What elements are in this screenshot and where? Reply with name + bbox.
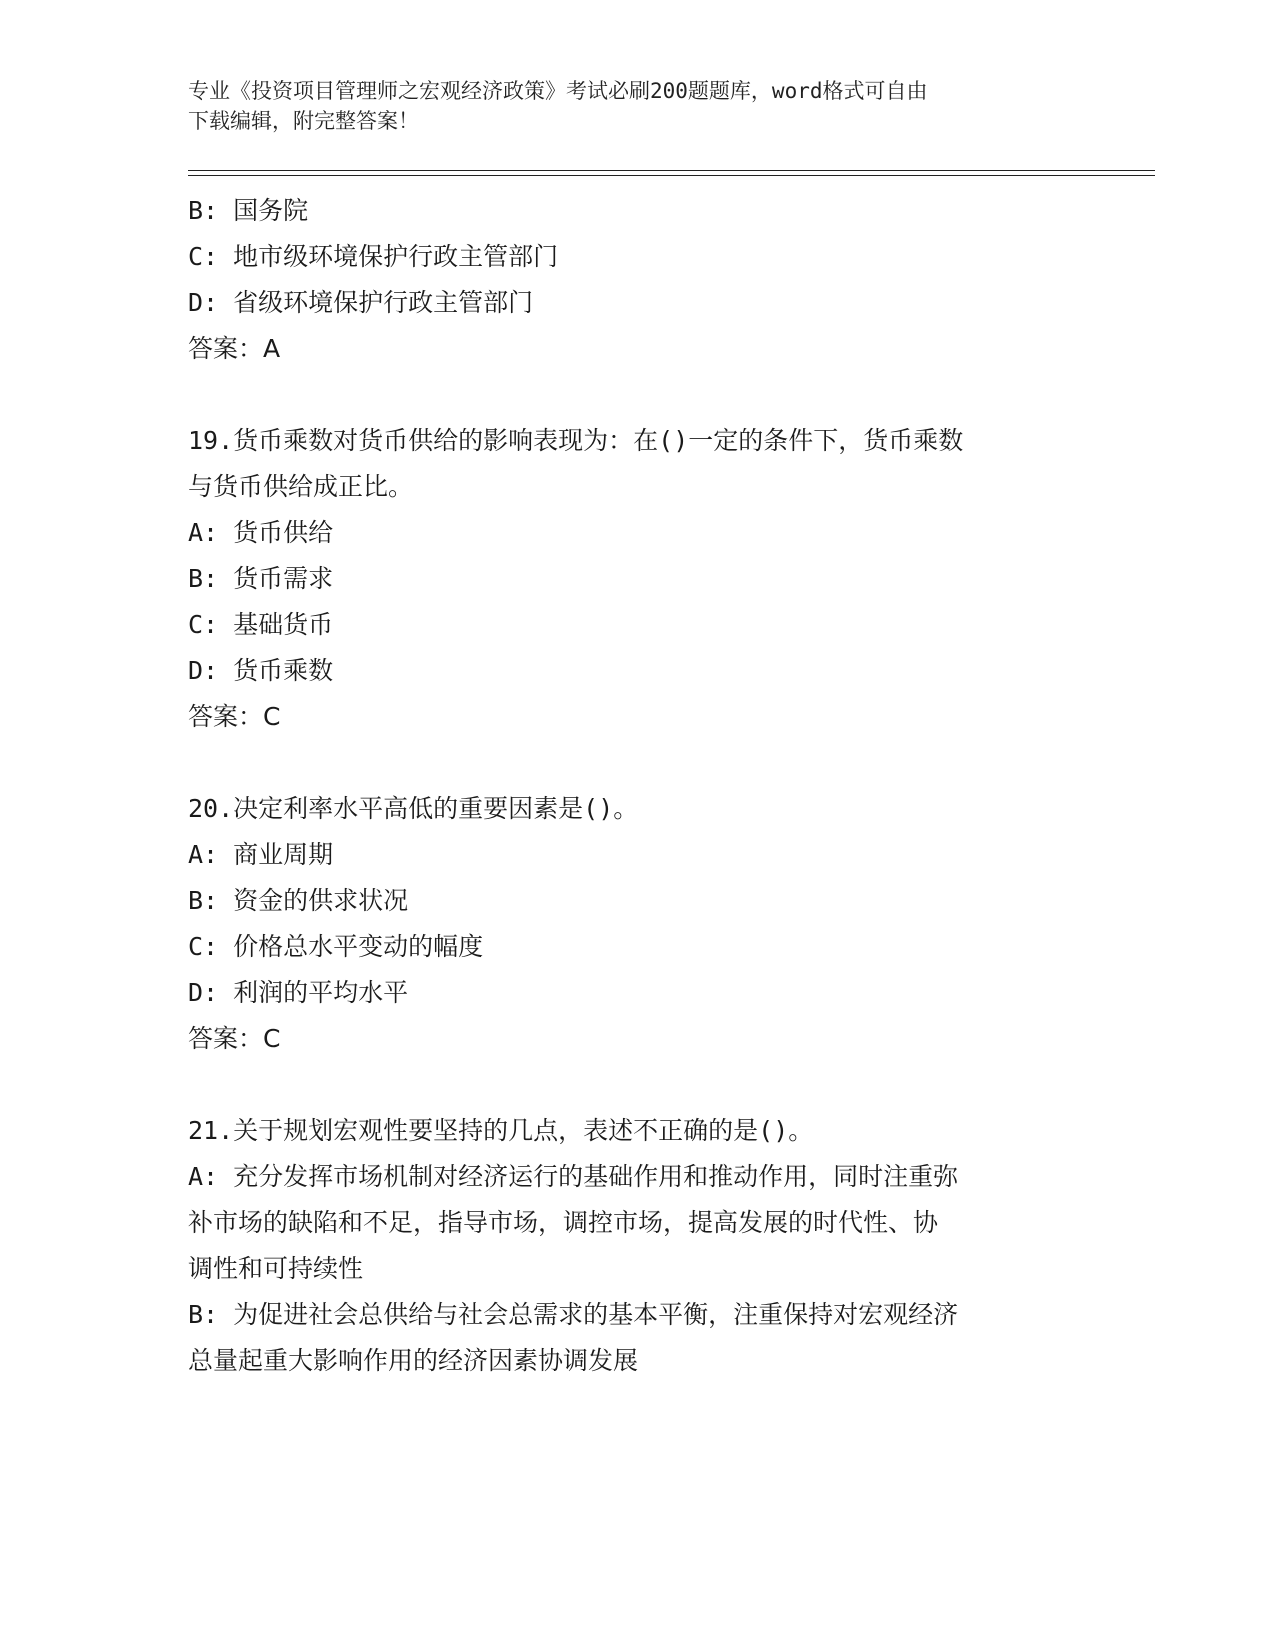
header-title-line-1: 专业《投资项目管理师之宏观经济政策》考试必刷200题题库，word格式可自由 [188, 79, 928, 103]
q19-option-c: C: 基础货币 [188, 610, 334, 639]
document-header [188, 76, 1068, 136]
spacer [188, 740, 1088, 786]
spacer [188, 1062, 1088, 1108]
q21-option-a-line-1: A: 充分发挥市场机制对经济运行的基础作用和推动作用，同时注重弥 [188, 1162, 959, 1191]
q19-stem-line-1: 19.货币乘数对货币供给的影响表现为：在()一定的条件下，货币乘数 [188, 426, 964, 455]
q21-stem: 21.关于规划宏观性要坚持的几点，表述不正确的是()。 [188, 1116, 814, 1145]
q18-option-d: D: 省级环境保护行政主管部门 [188, 288, 534, 317]
q20-option-c: C: 价格总水平变动的幅度 [188, 932, 484, 961]
q20-option-d: D: 利润的平均水平 [188, 978, 409, 1007]
q19-stem-line-2: 与货币供给成正比。 [188, 472, 414, 501]
question-content [188, 188, 1088, 1384]
question-19 [188, 418, 1088, 740]
header-rule-top [188, 170, 1155, 171]
header-title-line-2: 下载编辑，附完整答案！ [188, 109, 419, 133]
question-21 [188, 1108, 1088, 1384]
q19-option-b: B: 货币需求 [188, 564, 334, 593]
q20-option-a: A: 商业周期 [188, 840, 334, 869]
q21-option-b-line-1: B: 为促进社会总供给与社会总需求的基本平衡，注重保持对宏观经济 [188, 1300, 959, 1329]
q18-option-c: C: 地市级环境保护行政主管部门 [188, 242, 559, 271]
q20-option-b: B: 资金的供求状况 [188, 886, 409, 915]
spacer [188, 372, 1088, 418]
q18-option-b: B: 国务院 [188, 196, 309, 225]
q21-option-a-line-3: 调性和可持续性 [188, 1254, 364, 1283]
question-18 [188, 188, 1088, 372]
q19-option-a: A: 货币供给 [188, 518, 334, 547]
q21-option-a-line-2: 补市场的缺陷和不足，指导市场，调控市场，提高发展的时代性、协 [188, 1208, 939, 1237]
q21-option-b-line-2: 总量起重大影响作用的经济因素协调发展 [188, 1346, 639, 1375]
q20-answer: 答案：C [188, 1024, 281, 1053]
question-20 [188, 786, 1088, 1062]
q19-answer: 答案：C [188, 702, 281, 731]
q18-answer: 答案：A [188, 334, 281, 363]
q19-option-d: D: 货币乘数 [188, 656, 334, 685]
header-rule-bottom [188, 175, 1155, 176]
q20-stem: 20.决定利率水平高低的重要因素是()。 [188, 794, 639, 823]
